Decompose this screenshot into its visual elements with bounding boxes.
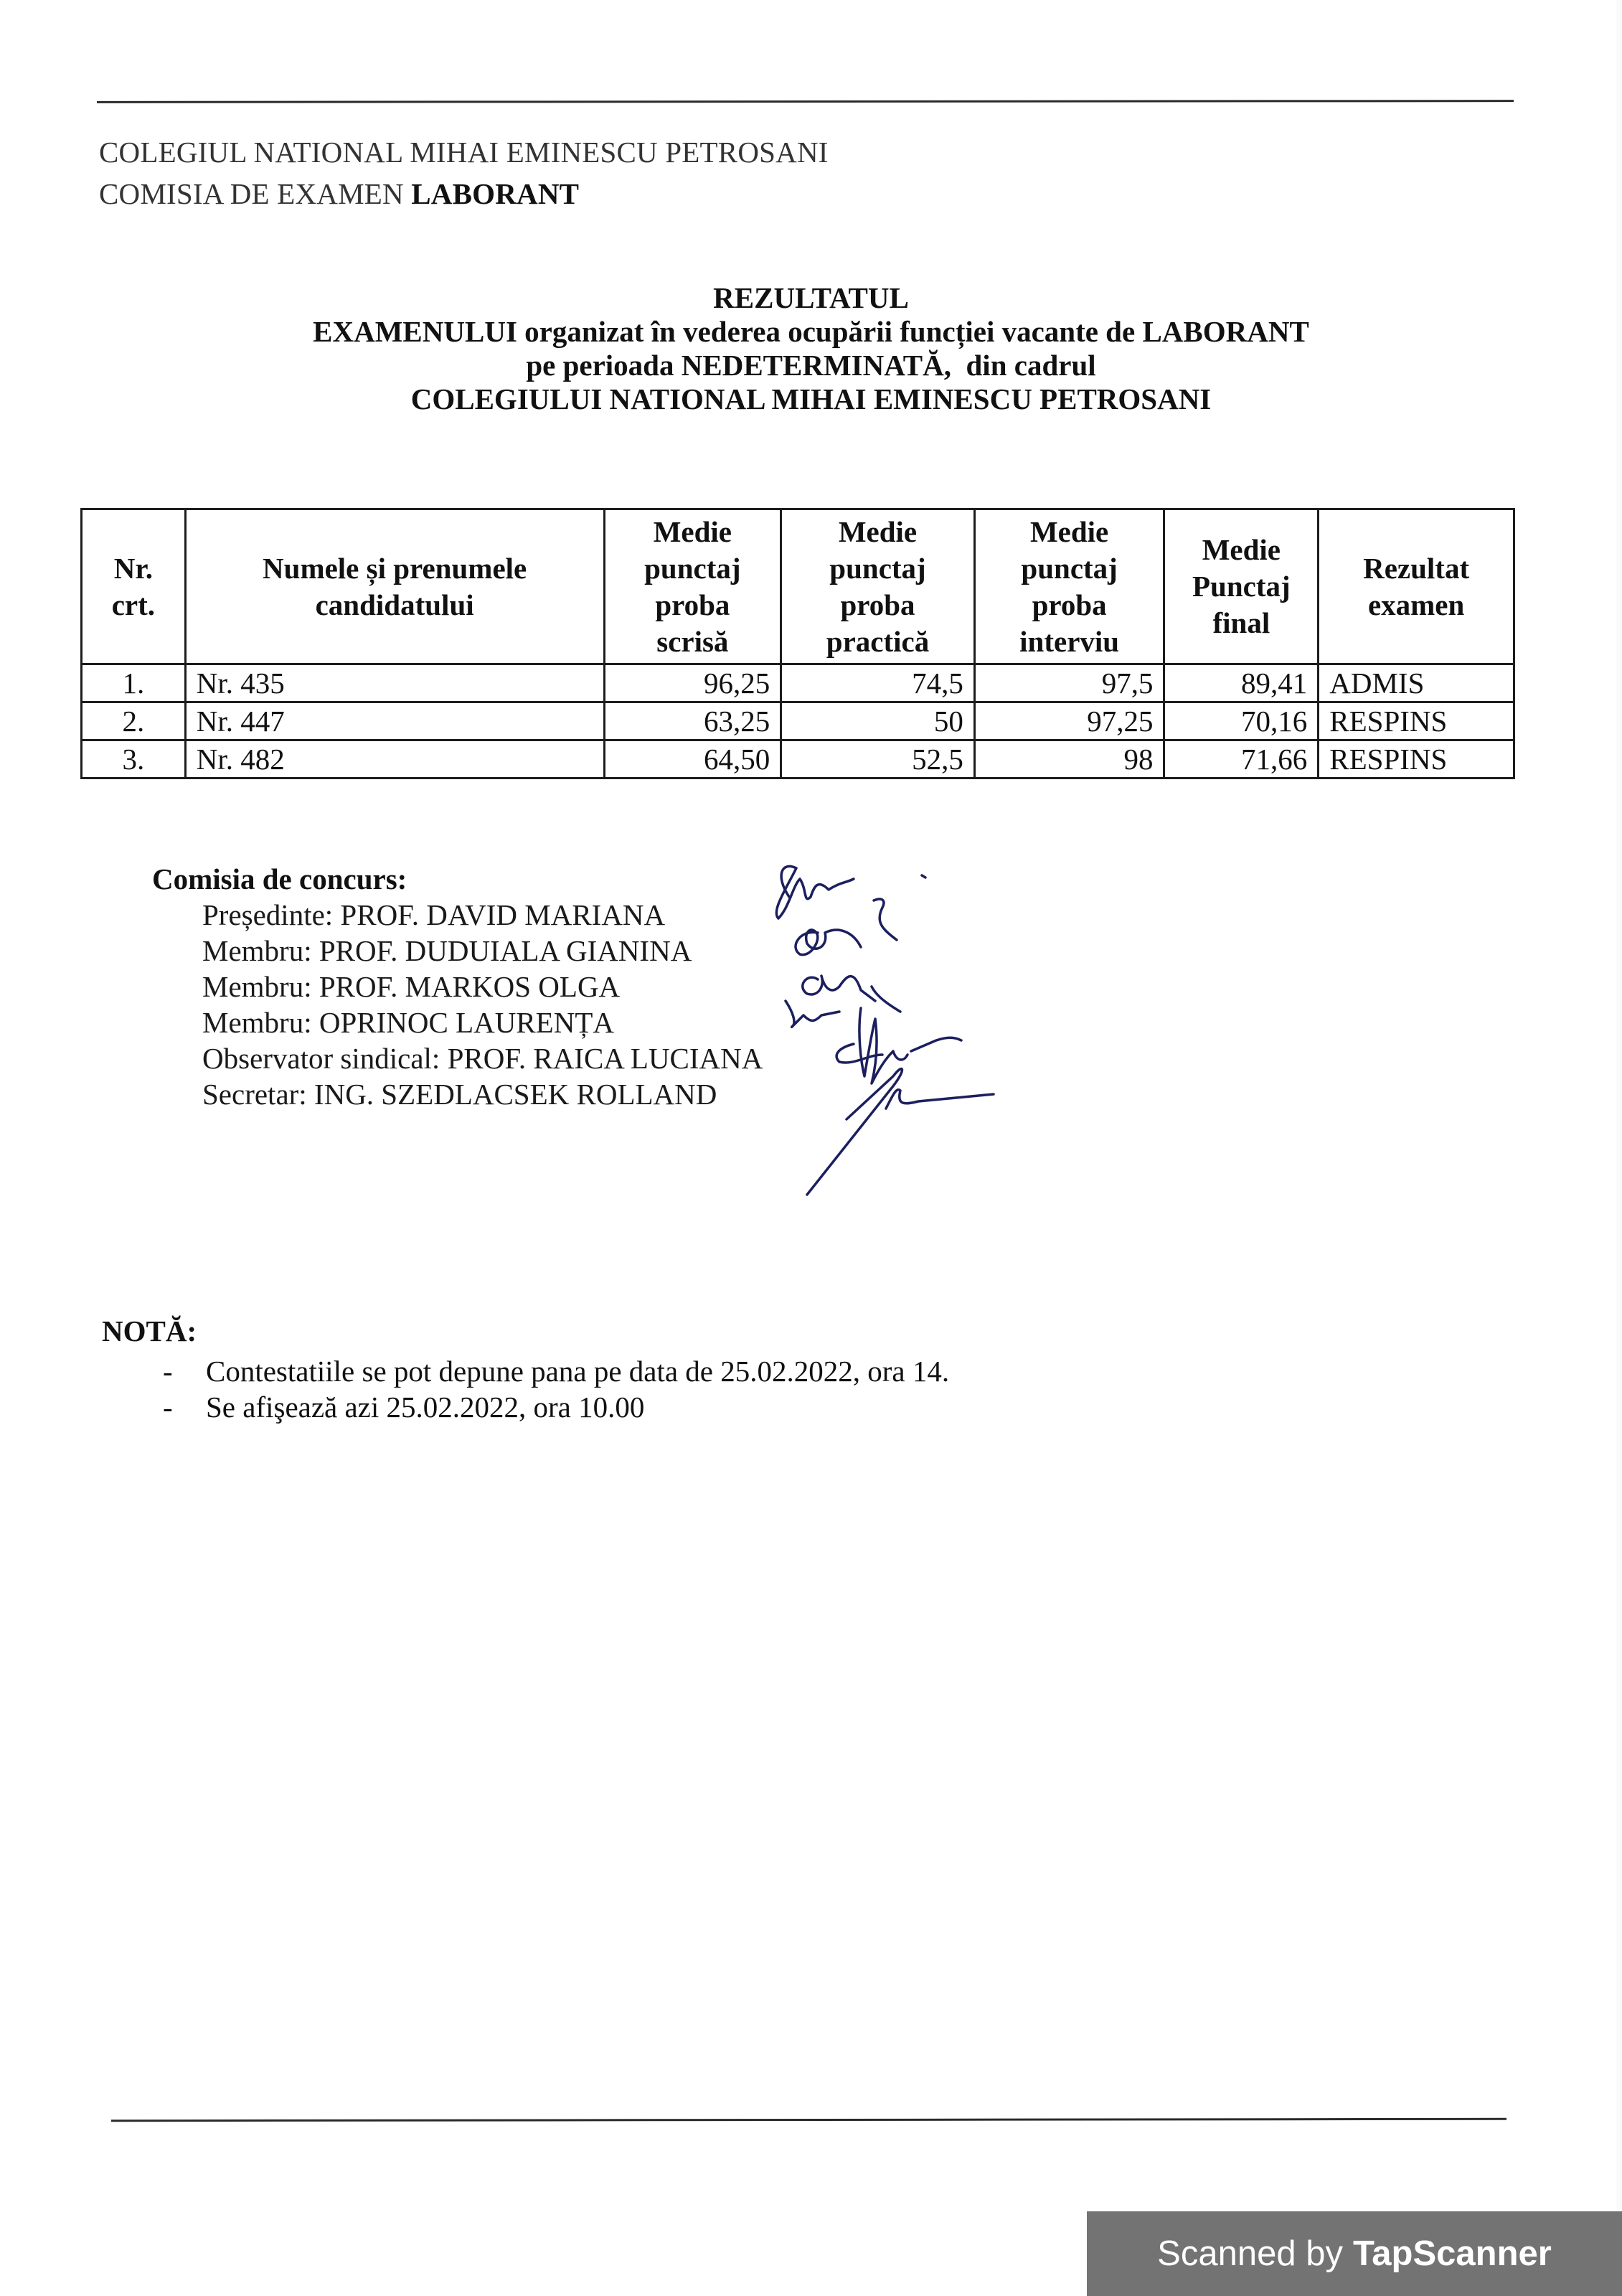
cell-candidate: Nr. 435 bbox=[185, 664, 604, 702]
title-period-prefix: pe perioada bbox=[526, 349, 682, 382]
commission-heading: Comisia de concurs: bbox=[152, 862, 407, 895]
handwritten-signatures-icon bbox=[739, 847, 1026, 1205]
note-item-text: Contestatiile se pot depune pana pe data de 25.02.2022, ora 14. bbox=[206, 1355, 950, 1388]
table-row bbox=[82, 740, 1514, 778]
col-header-name: Numele și prenumele candidatului bbox=[185, 509, 604, 664]
top-rule bbox=[97, 100, 1514, 103]
commission-line bbox=[99, 173, 829, 215]
bullet-dash: - bbox=[163, 1391, 173, 1424]
note-section bbox=[102, 1313, 949, 1425]
col-header-practical: Medie punctaj proba practică bbox=[781, 509, 975, 664]
bottom-rule bbox=[111, 2118, 1507, 2122]
title-line-2 bbox=[0, 315, 1622, 349]
table-header-row bbox=[82, 509, 1514, 664]
col-header-nr: Nr. crt. bbox=[82, 509, 186, 664]
cell-interview: 98 bbox=[974, 740, 1164, 778]
title-exam-word: EXAMENULUI bbox=[313, 315, 517, 348]
results-table bbox=[80, 508, 1515, 779]
cell-written: 96,25 bbox=[604, 664, 781, 702]
cell-written: 64,50 bbox=[604, 740, 781, 778]
cell-candidate: Nr. 447 bbox=[185, 702, 604, 740]
bullet-dash: - bbox=[163, 1355, 173, 1388]
cell-candidate: Nr. 482 bbox=[185, 740, 604, 778]
cell-practical: 50 bbox=[781, 702, 975, 740]
cell-final: 89,41 bbox=[1164, 664, 1319, 702]
col-header-result: Rezultat examen bbox=[1319, 509, 1514, 664]
col-header-interview: Medie punctaj proba interviu bbox=[974, 509, 1164, 664]
commission-member: Secretar: ING. SZEDLACSEK ROLLAND bbox=[202, 1078, 717, 1111]
cell-practical: 52,5 bbox=[781, 740, 975, 778]
cell-nr: 1. bbox=[82, 664, 186, 702]
note-item bbox=[102, 1389, 949, 1425]
title-line-2-text: organizat în vederea ocupării funcției vacante de bbox=[517, 315, 1143, 348]
col-header-written: Medie punctaj proba scrisă bbox=[604, 509, 781, 664]
institution-name: COLEGIUL NATIONAL MIHAI EMINESCU PETROSANI bbox=[99, 136, 829, 169]
document-header bbox=[99, 131, 829, 215]
title-line-3 bbox=[0, 349, 1622, 382]
cell-result: ADMIS bbox=[1319, 664, 1514, 702]
commission-section bbox=[152, 861, 763, 1112]
scanner-watermark bbox=[1087, 2211, 1622, 2296]
title-line-4: COLEGIULUI NATIONAL MIHAI EMINESCU PETROSANI bbox=[410, 382, 1212, 415]
cell-nr: 3. bbox=[82, 740, 186, 778]
commission-prefix: COMISIA DE EXAMEN bbox=[99, 177, 404, 210]
cell-result: RESPINS bbox=[1319, 740, 1514, 778]
cell-nr: 2. bbox=[82, 702, 186, 740]
commission-role: LABORANT bbox=[411, 177, 580, 210]
commission-member: Membru: PROF. DUDUIALA GIANINA bbox=[202, 934, 692, 967]
cell-result: RESPINS bbox=[1319, 702, 1514, 740]
title-position: LABORANT bbox=[1142, 315, 1309, 348]
commission-member: Președinte: PROF. DAVID MARIANA bbox=[202, 898, 666, 931]
commission-member: Membru: PROF. MARKOS OLGA bbox=[202, 970, 621, 1003]
commission-member: Observator sindical: PROF. RAICA LUCIANA bbox=[202, 1042, 763, 1075]
title-line-1: REZULTATUL bbox=[713, 281, 909, 314]
title-period: NEDETERMINATĂ, bbox=[681, 349, 951, 382]
table-row bbox=[82, 702, 1514, 740]
table-row bbox=[82, 664, 1514, 702]
col-header-final: Medie Punctaj final bbox=[1164, 509, 1319, 664]
note-item bbox=[102, 1353, 949, 1389]
cell-final: 71,66 bbox=[1164, 740, 1319, 778]
note-heading: NOTĂ: bbox=[102, 1314, 197, 1347]
cell-interview: 97,5 bbox=[974, 664, 1164, 702]
title-period-suffix: din cadrul bbox=[951, 349, 1096, 382]
cell-interview: 97,25 bbox=[974, 702, 1164, 740]
watermark-brand: TapScanner bbox=[1352, 2234, 1552, 2273]
note-item-text: Se afişează azi 25.02.2022, ora 10.00 bbox=[206, 1391, 645, 1424]
cell-final: 70,16 bbox=[1164, 702, 1319, 740]
document-title bbox=[0, 281, 1622, 416]
commission-member: Membru: OPRINOC LAURENȚA bbox=[202, 1006, 614, 1039]
cell-practical: 74,5 bbox=[781, 664, 975, 702]
watermark-prefix: Scanned by bbox=[1157, 2234, 1343, 2273]
cell-written: 63,25 bbox=[604, 702, 781, 740]
